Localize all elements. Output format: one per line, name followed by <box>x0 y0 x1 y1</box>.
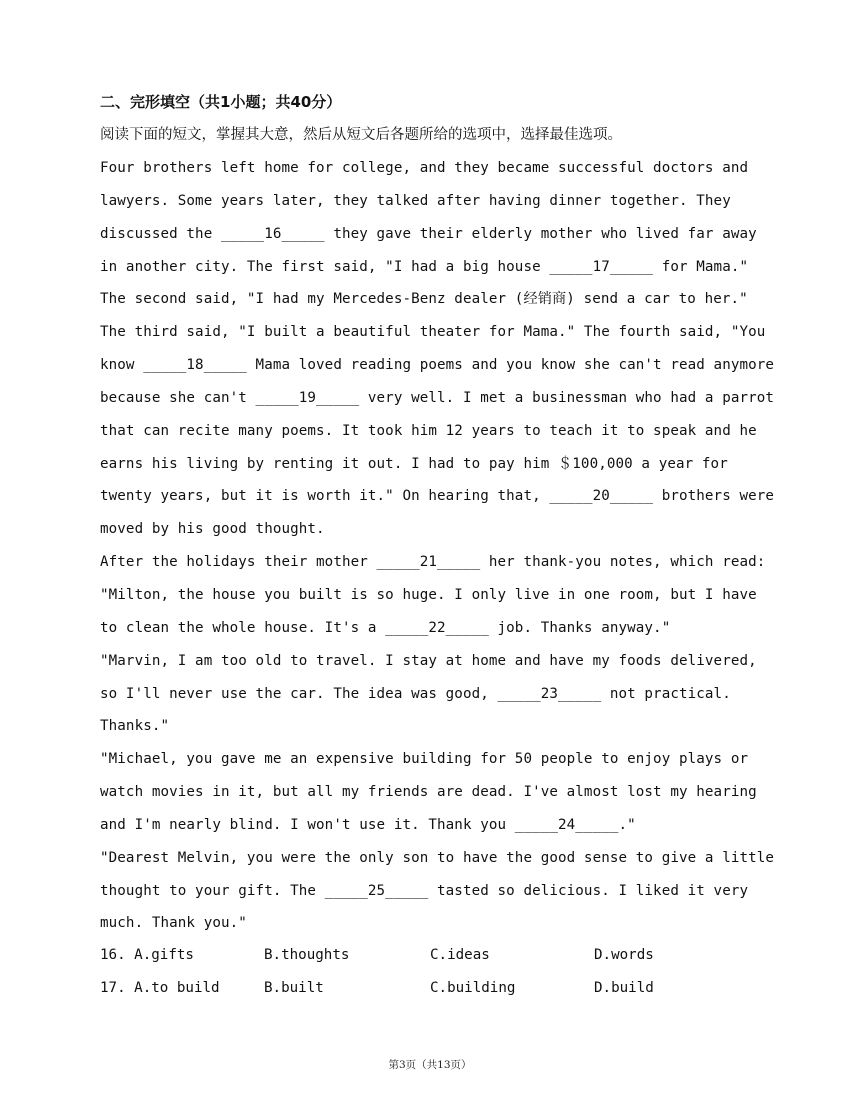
page-footer: 第3页（共13页） <box>388 1059 472 1071</box>
passage-line: that can recite many poems. It took him 12 years to teach it to speak and he <box>100 422 757 439</box>
passage-line: "Marvin, I am too old to travel. I stay at home and have my foods delivered, <box>100 652 757 669</box>
option-a: 16. A.gifts <box>100 947 194 963</box>
passage-line: lawyers. Some years later, they talked after having dinner together. They <box>100 192 731 209</box>
passage-line: so I'll never use the car. The idea was good, _____23_____ not practical. <box>100 685 731 702</box>
question-16-options <box>100 943 760 976</box>
option-d: D.build <box>594 980 654 996</box>
passage-line: After the holidays their mother _____21_____ her thank-you notes, which read: <box>100 554 766 571</box>
passage-line: thought to your gift. The _____25_____ tasted so delicious. I liked it very <box>100 882 749 899</box>
passage-line: know _____18_____ Mama loved reading poems and you know she can't read anymore <box>100 357 775 374</box>
option-b: B.thoughts <box>264 947 350 963</box>
question-17-options <box>100 976 760 1009</box>
passage-line: "Michael, you gave me an expensive building for 50 people to enjoy plays or <box>100 751 749 768</box>
passage-line: in another city. The first said, "I had a big house _____17_____ for Mama." <box>100 258 749 275</box>
passage-line: to clean the whole house. It's a _____22_____ job. Thanks anyway." <box>100 619 671 636</box>
passage-line: discussed the _____16_____ they gave their elderly mother who lived far away <box>100 225 757 242</box>
passage-line: The third said, "I built a beautiful theater for Mama." The fourth said, "You <box>100 324 766 341</box>
passage-line: The second said, "I had my Mercedes-Benz dealer (经销商) send a car to her." <box>100 291 748 308</box>
option-a: 17. A.to build <box>100 980 220 996</box>
option-d: D.words <box>594 947 654 963</box>
option-b: B.built <box>264 980 324 996</box>
option-c: C.ideas <box>430 947 490 963</box>
answer-options <box>100 943 760 1009</box>
passage-line: watch movies in it, but all my friends are dead. I've almost lost my hearing <box>100 784 757 801</box>
passage-line: earns his living by renting it out. I had to pay him ＄100,000 a year for <box>100 455 728 472</box>
section-heading: 二、完形填空（共1小题；共40分） <box>100 93 342 111</box>
passage-line: because she can't _____19_____ very well. I met a businessman who had a parrot <box>100 389 775 406</box>
passage-line: and I'm nearly blind. I won't use it. Thank you _____24_____." <box>100 816 636 833</box>
passage-line: moved by his good thought. <box>100 521 325 538</box>
instruction-text: 阅读下面的短文，掌握其大意，然后从短文后各题所给的选项中，选择最佳选项。 <box>100 127 622 143</box>
passage-line: much. Thank you." <box>100 915 247 932</box>
passage-line: twenty years, but it is worth it." On hearing that, _____20_____ brothers were <box>100 488 775 505</box>
option-c: C.building <box>430 980 516 996</box>
passage-line: Four brothers left home for college, and they became successful doctors and <box>100 160 749 176</box>
passage-line: "Milton, the house you built is so huge. I only live in one room, but I have <box>100 586 757 603</box>
passage <box>100 156 775 944</box>
passage-line: Thanks." <box>100 718 170 735</box>
passage-line: "Dearest Melvin, you were the only son to have the good sense to give a little <box>100 849 775 866</box>
